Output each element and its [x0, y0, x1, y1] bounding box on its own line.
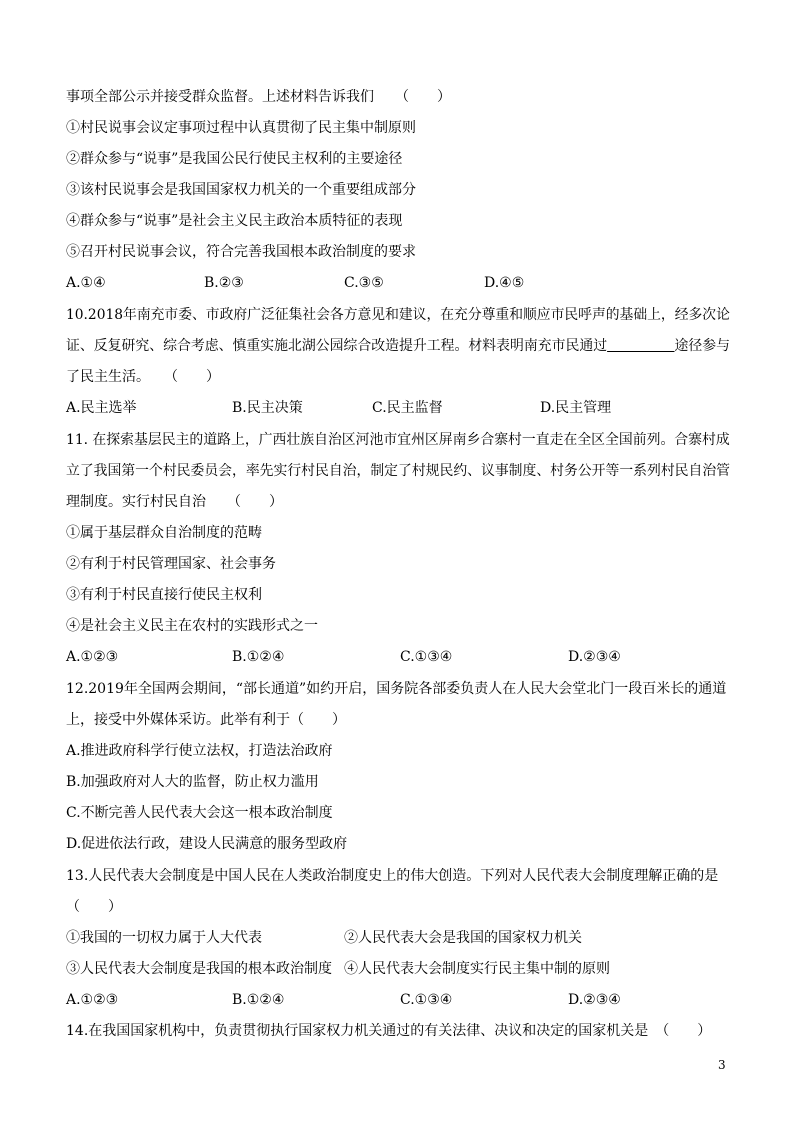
q14-line-1: 14.在我国国家机构中，负责贯彻执行国家权力机关通过的有关法律、决议和决定的国家机关是 （ ） [66, 1023, 712, 1039]
q11-line-3: 理制度。实行村民自治 （ ） [66, 494, 283, 510]
q11-option-a: A.①②③ [66, 649, 119, 665]
q9-statement-2: ②群众参与“说事”是我国公民行使民主权利的主要途径 [66, 151, 403, 167]
q13-option-a: A.①②③ [66, 992, 119, 1008]
q9-statement-1: ①村民说事会议定事项过程中认真贯彻了民主集中制原则 [66, 120, 416, 136]
answer-blank [607, 337, 674, 352]
q11-option-b: B.①②④ [232, 649, 285, 665]
q11-statement-2: ②有利于村民管理国家、社会事务 [66, 556, 276, 572]
q13-option-c: C.①③④ [400, 992, 453, 1008]
q13-statements-row-2 [66, 960, 730, 978]
q12-option-c: C.不断完善人民代表大会这一根本政治制度 [66, 805, 333, 821]
q13-statement-4: ④人民代表大会制度实行民主集中制的原则 [344, 961, 610, 977]
q11-statement-4: ④是社会主义民主在农村的实践形式之一 [66, 618, 318, 634]
q13-option-d: D.②③④ [568, 992, 621, 1008]
q13-line-1: 13.人民代表大会制度是中国人民在人类政治制度史上的伟大创造。下列对人民代表大会制度理解正确的是 [66, 868, 719, 884]
q12-line-2: 上，接受中外媒体采访。此举有利于（ ） [66, 712, 346, 728]
q10-option-b: B.民主决策 [232, 400, 303, 416]
q10-line-2 [66, 337, 730, 355]
q10-option-c: C.民主监督 [372, 400, 443, 416]
q13-statement-1: ①我国的一切权力属于人大代表 [66, 930, 262, 946]
q10-options [66, 399, 730, 417]
q9-statement-4: ④群众参与“说事”是社会主义民主政治本质特征的表现 [66, 213, 403, 229]
q9-options [66, 274, 730, 292]
q9-statement-5: ⑤召开村民说事会议，符合完善我国根本政治制度的要求 [66, 244, 416, 260]
q9-statement-3: ③该村民说事会是我国国家权力机关的一个重要组成部分 [66, 182, 416, 198]
q10-line-2-text: 证、反复研究、综合考虑、慎重实施北湖公园综合改造提升工程。材料表明南充市民通过 [66, 338, 608, 354]
page-number: 3 [718, 1058, 726, 1072]
q13-statements-row-1 [66, 929, 730, 947]
q11-options [66, 648, 730, 666]
q13-line-2: （ ） [66, 899, 122, 915]
q13-statement-3: ③人民代表大会制度是我国的根本政治制度 [66, 961, 332, 977]
q13-statement-2: ②人民代表大会是我国的国家权力机关 [344, 930, 582, 946]
q9-option-b: B.②③ [204, 275, 244, 291]
q13-options [66, 991, 730, 1009]
q10-line-3: 了民主生活。 （ ） [66, 369, 220, 385]
q11-option-d: D.②③④ [568, 649, 621, 665]
q11-statement-3: ③有利于村民直接行使民主权利 [66, 587, 262, 603]
q12-option-a: A.推进政府科学行使立法权，打造法治政府 [66, 743, 333, 759]
q13-option-b: B.①②④ [232, 992, 285, 1008]
q9-option-d: D.④⑤ [484, 275, 525, 291]
q10-option-d: D.民主管理 [540, 400, 612, 416]
q11-line-2: 立了我国第一个村民委员会，率先实行村民自治，制定了村规民约、议事制度、村务公开等一系列村民自治管 [66, 463, 730, 479]
q9-option-c: C.③⑤ [344, 275, 384, 291]
q12-line-1: 12.2019年全国两会期间，“部长通道”如约开启，国务院各部委负责人在人民大会堂北门一段百米长的通道 [66, 681, 727, 697]
q10-line-2-tail: 途径参与 [674, 338, 730, 354]
q10-option-a: A.民主选举 [66, 400, 137, 416]
q11-option-c: C.①③④ [400, 649, 453, 665]
q11-line-1: 11. 在探索基层民主的道路上，广西壮族自治区河池市宜州区屏南乡合寨村一直走在全区全国前列。合寨村成 [66, 432, 730, 448]
q12-option-d: D.促进依法行政，建设人民满意的服务型政府 [66, 836, 348, 852]
q9-stem-end: 事项全部公示并接受群众监督。上述材料告诉我们 （ ） [66, 89, 451, 105]
q10-line-1: 10.2018年南充市委、市政府广泛征集社会各方意见和建议，在充分尊重和顺应市民呼声的基础上，经多次论 [66, 307, 730, 323]
q12-option-b: B.加强政府对人大的监督，防止权力滥用 [66, 774, 319, 790]
q11-statement-1: ①属于基层群众自治制度的范畴 [66, 525, 262, 541]
q9-option-a: A.①④ [66, 275, 106, 291]
